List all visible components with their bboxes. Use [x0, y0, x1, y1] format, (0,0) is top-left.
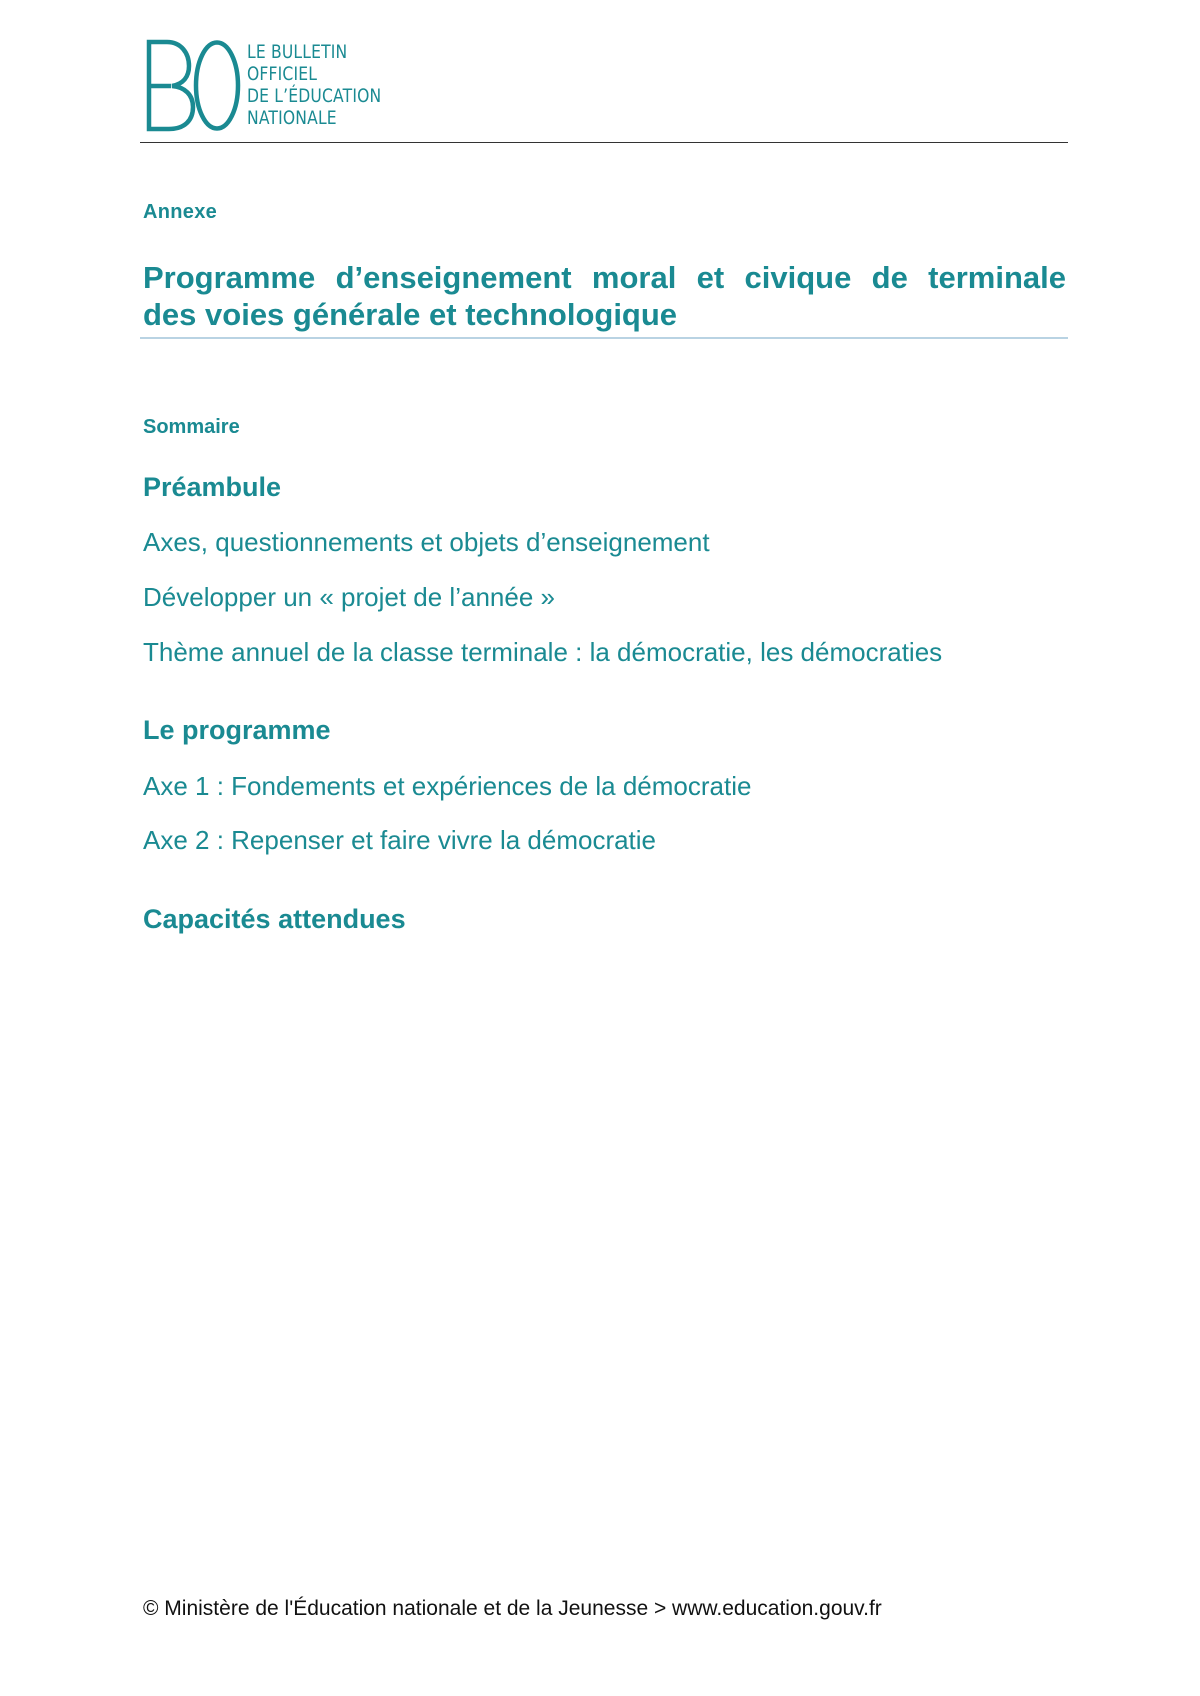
toc-heading-preambule[interactable]: Préambule: [143, 472, 282, 502]
logo-line: LE BULLETIN: [247, 41, 348, 63]
summary-label: Sommaire: [143, 416, 240, 438]
toc-item[interactable]: Développer un « projet de l’année »: [143, 582, 555, 612]
logo-line: NATIONALE: [247, 107, 337, 129]
document-title: [143, 259, 1066, 333]
toc-item[interactable]: Axe 2 : Repenser et faire vivre la démocratie: [143, 825, 657, 855]
footer-copyright: © Ministère de l'Éducation nationale et de la Jeunesse > www.education.gouv.fr: [143, 1597, 882, 1620]
bo-logo: [145, 38, 411, 133]
logo-line: OFFICIEL: [247, 63, 318, 85]
bo-logo-text: [247, 41, 381, 129]
toc-item[interactable]: Axe 1 : Fondements et expériences de la démocratie: [143, 771, 752, 801]
toc-heading-programme[interactable]: Le programme: [143, 715, 331, 745]
title-line-1: Programme d’enseignement moral et civique de terminale: [143, 260, 1066, 295]
title-divider: [140, 337, 1068, 339]
annexe-label: Annexe: [143, 201, 218, 223]
header-divider: [140, 142, 1068, 143]
toc-item[interactable]: Axes, questionnements et objets d’enseignement: [143, 527, 710, 557]
toc-item[interactable]: Thème annuel de la classe terminale : la démocratie, les démocraties: [143, 637, 943, 667]
logo-line: DE L’ÉDUCATION: [247, 85, 382, 107]
title-line-2: des voies générale et technologique: [143, 297, 678, 332]
toc-heading-capacites[interactable]: Capacités attendues: [143, 904, 406, 934]
bo-logo-mark: [145, 38, 241, 133]
